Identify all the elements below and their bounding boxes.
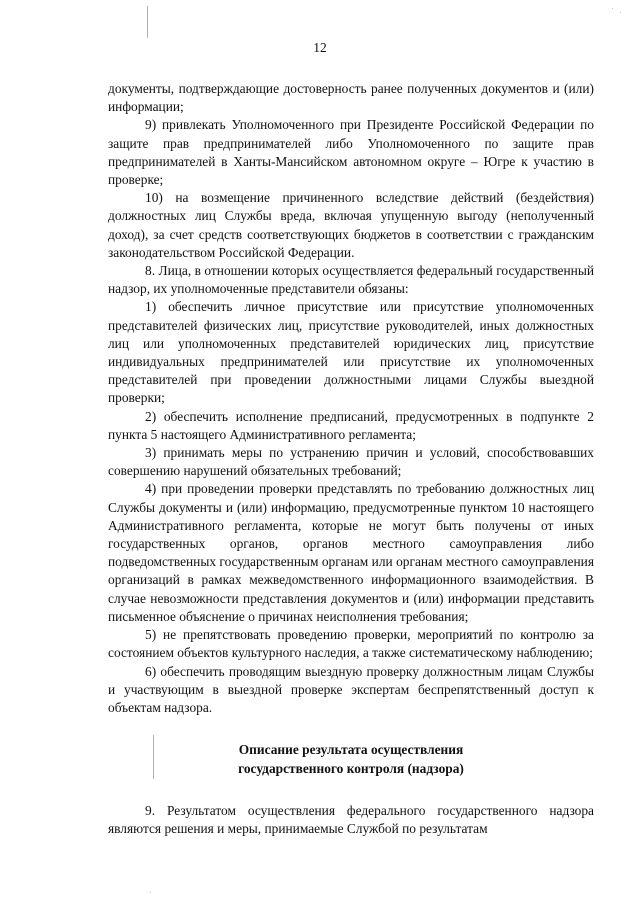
paragraph-item-4: 4) при проведении проверки представлять по требованию должностных лиц Службы документы и (или) информацию, предусмотренные пунктом 10 настоящего Административного регламента, которые не могут быть получены от иных государственных органов, органов местного самоуправления либо подведомственных государственным органам или органам местного самоуправления организаций в рамках межведомственного информационного взаимодействия. В случае невозможности представления документов и (или) информации представить письменное объяснение о причинах неисполнения требования; — [108, 481, 594, 624]
document-body — [108, 80, 594, 839]
paragraph-item-3: 3) принимать меры по устранению причин и условий, способствовавших совершению нарушений обязательных требований; — [108, 445, 594, 479]
paragraph-item-1: 1) обеспечить личное присутствие или присутствие уполномоченных представителей физических лиц, присутствие руководителей, иных должностных лиц или уполномоченных представителей юридических лиц, присутствие индивидуальных предпринимателей или присутствие их уполномоченных представителей при проведении должностными лицами Службы выездной проверки; — [108, 299, 594, 406]
paragraph-item-9: 9) привлекать Уполномоченного при Президенте Российской Федерации по защите прав предпринимателей либо Уполномоченного по защите прав предпринимателей в Ханты-Мансийском автономном округе – Югре к участию в проверке; — [108, 117, 594, 188]
scan-dot — [612, 8, 613, 9]
paragraph: документы, подтверждающие достоверность ранее полученных документов и (или) информации; — [108, 81, 594, 115]
page-number: 12 — [313, 40, 327, 55]
paragraph-clause-8: 8. Лица, в отношении которых осуществляется федеральный государственный надзор, их уполномоченные представители обязаны: — [108, 263, 594, 297]
paragraph-item-10: 10) на возмещение причиненного вследствие действий (бездействия) должностных лиц Службы вреда, включая упущенную выгоду (неполученный доход), за счет средств соответствующих бюджетов в соответствии с гражданским законодательством Российской Федерации. — [108, 190, 594, 260]
scan-dot — [150, 892, 151, 893]
paragraph-item-2: 2) обеспечить исполнение предписаний, предусмотренных в подпункте 2 пункта 5 настоящего Административного регламента; — [108, 408, 594, 442]
section-heading-line: Описание результата осуществления — [238, 742, 464, 758]
paragraph-item-6: 6) обеспечить проводящим выездную проверку должностным лицам Службы и участвующим в выездной проверке экспертам беспрепятственный доступ к объектам надзора. — [108, 663, 594, 715]
scan-dot — [620, 12, 621, 13]
scan-edge-mark — [147, 6, 148, 38]
paragraph-clause-9: 9. Результатом осуществления федерального государственного надзора являются решения и меры, принимаемые Службой по результатам — [108, 803, 594, 837]
section-heading — [108, 741, 594, 778]
section-heading-line: государственного контроля (надзора) — [238, 760, 464, 776]
paragraph-item-5: 5) не препятствовать проведению проверки, мероприятий по контролю за состоянием объектов культурного наследия, а также систематическому наблюдению; — [108, 627, 594, 661]
